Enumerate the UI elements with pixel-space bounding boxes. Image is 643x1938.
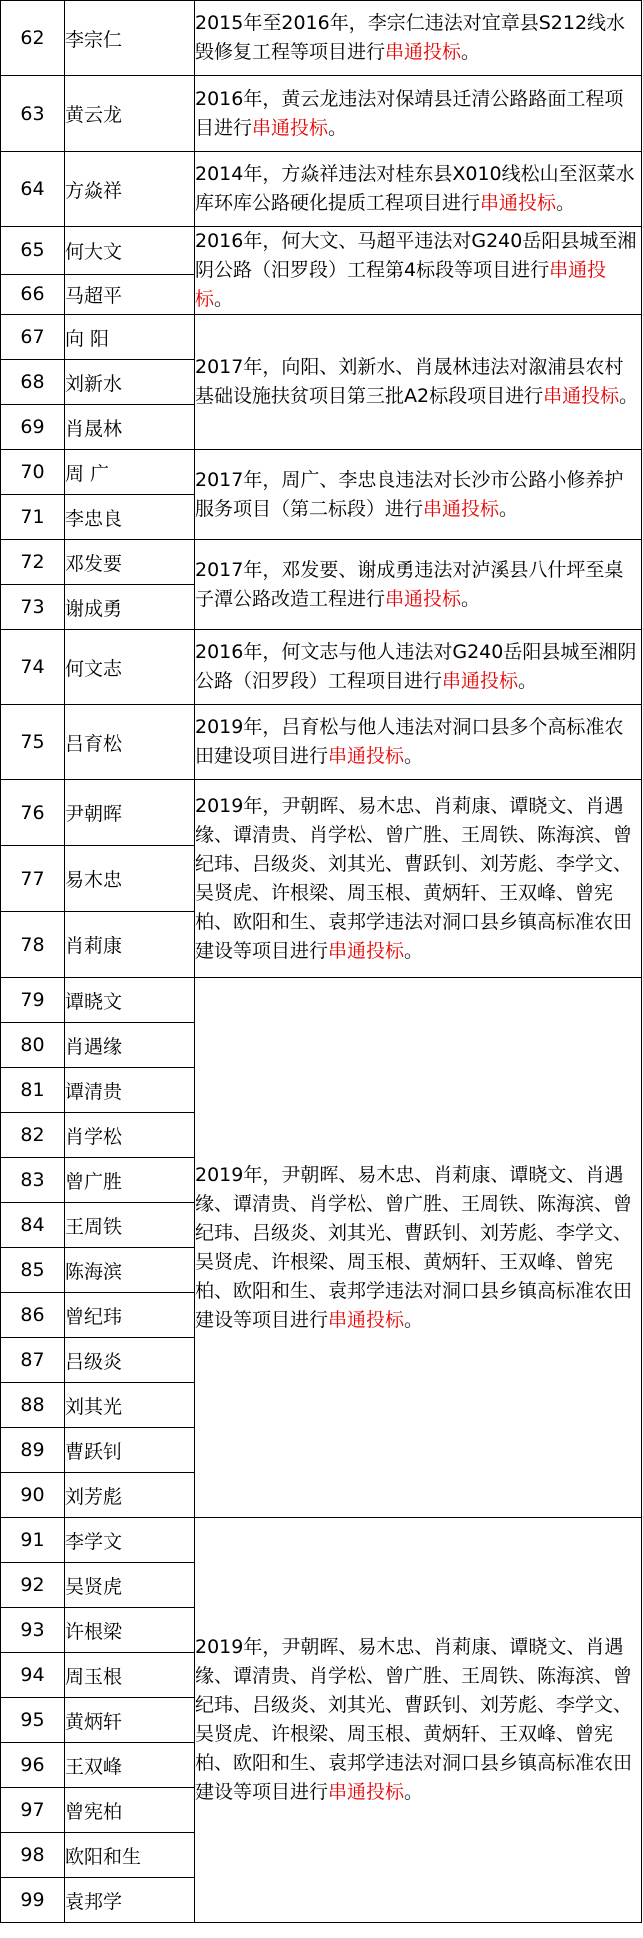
table-row — [1, 540, 642, 585]
violation-description — [195, 978, 642, 1518]
person-name: 肖莉康 — [65, 912, 195, 978]
bid-rigging-highlight: 串通投标 — [385, 587, 462, 610]
person-name: 肖遇缘 — [65, 1023, 195, 1068]
bid-rigging-highlight: 串通投标 — [423, 497, 500, 520]
row-number: 64 — [1, 152, 65, 227]
row-number: 86 — [1, 1293, 65, 1338]
person-name: 曾宪柏 — [65, 1788, 195, 1833]
row-number: 93 — [1, 1608, 65, 1653]
person-name: 肖晟林 — [65, 405, 195, 450]
description-end: 。 — [461, 587, 481, 610]
row-number: 72 — [1, 540, 65, 585]
person-name: 方焱祥 — [65, 152, 195, 227]
row-number: 71 — [1, 495, 65, 540]
bid-rigging-highlight: 串通投标 — [480, 192, 557, 214]
row-number: 81 — [1, 1068, 65, 1113]
person-name: 王双峰 — [65, 1743, 195, 1788]
table-row — [1, 978, 642, 1023]
person-name: 何大文 — [65, 227, 195, 275]
row-number: 63 — [1, 76, 65, 152]
table-row — [1, 780, 642, 846]
description-end: 。 — [461, 41, 481, 63]
row-number: 90 — [1, 1473, 65, 1518]
person-name: 周 广 — [65, 450, 195, 495]
table-row — [1, 1, 642, 76]
description-end: 。 — [556, 192, 576, 214]
row-number: 75 — [1, 705, 65, 780]
person-name: 周玉根 — [65, 1653, 195, 1698]
table-row — [1, 450, 642, 495]
description-text: 2016年，何文志与他人违法对G240岳阳县城至湘阴公路（汨罗段）工程项目进行 — [195, 641, 637, 692]
person-name: 王周铁 — [65, 1203, 195, 1248]
violation-table-body — [1, 1, 642, 1923]
violation-description — [195, 780, 642, 978]
row-number: 76 — [1, 780, 65, 846]
violation-description — [195, 1, 642, 76]
description-text: 2017年，周广、李忠良违法对长沙市公路小修养护服务项目（第二标段）进行 — [195, 468, 624, 520]
row-number: 98 — [1, 1833, 65, 1878]
description-text: 2017年，邓发要、谢成勇违法对泸溪县八什坪至桌子潭公路改造工程进行 — [195, 558, 624, 610]
table-row — [1, 1518, 642, 1563]
row-number: 67 — [1, 315, 65, 360]
row-number: 92 — [1, 1563, 65, 1608]
bid-rigging-highlight: 串通投标 — [543, 385, 620, 407]
description-end: 。 — [404, 1781, 424, 1803]
row-number: 82 — [1, 1113, 65, 1158]
description-text: 2017年，向阳、刘新水、肖晟林违法对溆浦县农村基础设施扶贫项目第三批A2标段项目进行 — [195, 356, 624, 407]
violation-description — [195, 1518, 642, 1923]
person-name: 谭清贵 — [65, 1068, 195, 1113]
table-row — [1, 315, 642, 360]
row-number: 68 — [1, 360, 65, 405]
description-text: 2016年，黄云龙违法对保靖县迁清公路路面工程项目进行 — [195, 87, 624, 139]
row-number: 95 — [1, 1698, 65, 1743]
row-number: 80 — [1, 1023, 65, 1068]
row-number: 94 — [1, 1653, 65, 1698]
person-name: 马超平 — [65, 274, 195, 314]
description-text: 2019年，尹朝晖、易木忠、肖莉康、谭晓文、肖遇缘、谭清贵、肖学松、曾广胜、王周铁、陈海滨、曾纪玮、吕级炎、刘其光、曹跃钊、刘芳彪、李学文、吴贤虎、许根梁、周玉根、黄炳轩、王双峰、曾宪柏、欧阳和生、袁邦学违法对洞口县乡镇高标准农田建设等项目进行 — [195, 1163, 633, 1331]
person-name: 曹跃钊 — [65, 1428, 195, 1473]
row-number: 78 — [1, 912, 65, 978]
violation-description — [195, 540, 642, 630]
bid-rigging-highlight: 串通投标 — [252, 116, 329, 139]
description-text: 2019年，尹朝晖、易木忠、肖莉康、谭晓文、肖遇缘、谭清贵、肖学松、曾广胜、王周铁、陈海滨、曾纪玮、吕级炎、刘其光、曹跃钊、刘芳彪、李学文、吴贤虎、许根梁、周玉根、黄炳轩、王双峰、曾宪柏、欧阳和生、袁邦学违法对洞口县乡镇高标准农田建设等项目进行 — [195, 794, 633, 962]
person-name: 尹朝晖 — [65, 780, 195, 846]
bid-rigging-highlight: 串通投标 — [385, 41, 462, 63]
row-number: 84 — [1, 1203, 65, 1248]
description-end: 。 — [328, 116, 348, 139]
person-name: 肖学松 — [65, 1113, 195, 1158]
person-name: 吴贤虎 — [65, 1563, 195, 1608]
bid-rigging-highlight: 串通投标 — [328, 745, 405, 767]
person-name: 李宗仁 — [65, 1, 195, 76]
table-row — [1, 152, 642, 227]
row-number: 83 — [1, 1158, 65, 1203]
description-text: 2015年至2016年，李宗仁违法对宜章县S212线水毁修复工程等项目进行 — [195, 12, 626, 63]
person-name: 曾纪玮 — [65, 1293, 195, 1338]
description-text: 2016年，何大文、马超平违法对G240岳阳县城至湘阴公路（汨罗段）工程第4标段等项目进行 — [195, 230, 637, 281]
person-name: 谢成勇 — [65, 585, 195, 630]
row-number: 88 — [1, 1383, 65, 1428]
person-name: 吕级炎 — [65, 1338, 195, 1383]
row-number: 97 — [1, 1788, 65, 1833]
person-name: 向 阳 — [65, 315, 195, 360]
violation-description — [195, 705, 642, 780]
bid-rigging-highlight: 串通投标 — [328, 1781, 405, 1803]
violation-description — [195, 630, 642, 705]
person-name: 刘其光 — [65, 1383, 195, 1428]
person-name: 李学文 — [65, 1518, 195, 1563]
description-end: 。 — [214, 288, 234, 310]
person-name: 曾广胜 — [65, 1158, 195, 1203]
row-number: 87 — [1, 1338, 65, 1383]
person-name: 陈海滨 — [65, 1248, 195, 1293]
violation-description — [195, 76, 642, 152]
row-number: 69 — [1, 405, 65, 450]
violation-description — [195, 227, 642, 315]
description-end: 。 — [499, 497, 519, 520]
person-name: 何文志 — [65, 630, 195, 705]
bid-rigging-highlight: 串通投标 — [328, 1308, 405, 1331]
description-end: 。 — [518, 670, 538, 692]
description-end: 。 — [404, 1308, 424, 1331]
row-number: 66 — [1, 274, 65, 314]
table-row — [1, 227, 642, 275]
row-number: 89 — [1, 1428, 65, 1473]
row-number: 65 — [1, 227, 65, 275]
row-number: 91 — [1, 1518, 65, 1563]
row-number: 70 — [1, 450, 65, 495]
bid-rigging-highlight: 串通投标 — [328, 939, 405, 962]
row-number: 74 — [1, 630, 65, 705]
person-name: 黄云龙 — [65, 76, 195, 152]
person-name: 黄炳轩 — [65, 1698, 195, 1743]
description-end: 。 — [404, 939, 424, 962]
row-number: 96 — [1, 1743, 65, 1788]
description-text: 2014年，方焱祥违法对桂东县X010线松山至沤菜水库环库公路硬化提质工程项目进行 — [195, 163, 635, 214]
person-name: 邓发要 — [65, 540, 195, 585]
row-number: 73 — [1, 585, 65, 630]
bid-rigging-highlight: 串通投标 — [442, 670, 519, 692]
person-name: 吕育松 — [65, 705, 195, 780]
violation-description — [195, 450, 642, 540]
row-number: 99 — [1, 1878, 65, 1923]
person-name: 易木忠 — [65, 846, 195, 912]
person-name: 刘芳彪 — [65, 1473, 195, 1518]
row-number: 79 — [1, 978, 65, 1023]
person-name: 谭晓文 — [65, 978, 195, 1023]
row-number: 62 — [1, 1, 65, 76]
row-number: 85 — [1, 1248, 65, 1293]
description-text: 2019年，吕育松与他人违法对洞口县多个高标准农田建设项目进行 — [195, 716, 624, 767]
person-name: 欧阳和生 — [65, 1833, 195, 1878]
violation-description — [195, 152, 642, 227]
row-number: 77 — [1, 846, 65, 912]
person-name: 李忠良 — [65, 495, 195, 540]
violation-description — [195, 315, 642, 450]
description-end: 。 — [619, 385, 639, 407]
person-name: 刘新水 — [65, 360, 195, 405]
person-name: 袁邦学 — [65, 1878, 195, 1923]
person-name: 许根梁 — [65, 1608, 195, 1653]
description-text: 2019年，尹朝晖、易木忠、肖莉康、谭晓文、肖遇缘、谭清贵、肖学松、曾广胜、王周铁、陈海滨、曾纪玮、吕级炎、刘其光、曹跃钊、刘芳彪、李学文、吴贤虎、许根梁、周玉根、黄炳轩、王双峰、曾宪柏、欧阳和生、袁邦学违法对洞口县乡镇高标准农田建设等项目进行 — [195, 1636, 633, 1803]
table-row — [1, 705, 642, 780]
table-row — [1, 76, 642, 152]
description-end: 。 — [404, 745, 424, 767]
table-row — [1, 630, 642, 705]
bid-rigging-highlight: 串通投标 — [195, 259, 607, 310]
